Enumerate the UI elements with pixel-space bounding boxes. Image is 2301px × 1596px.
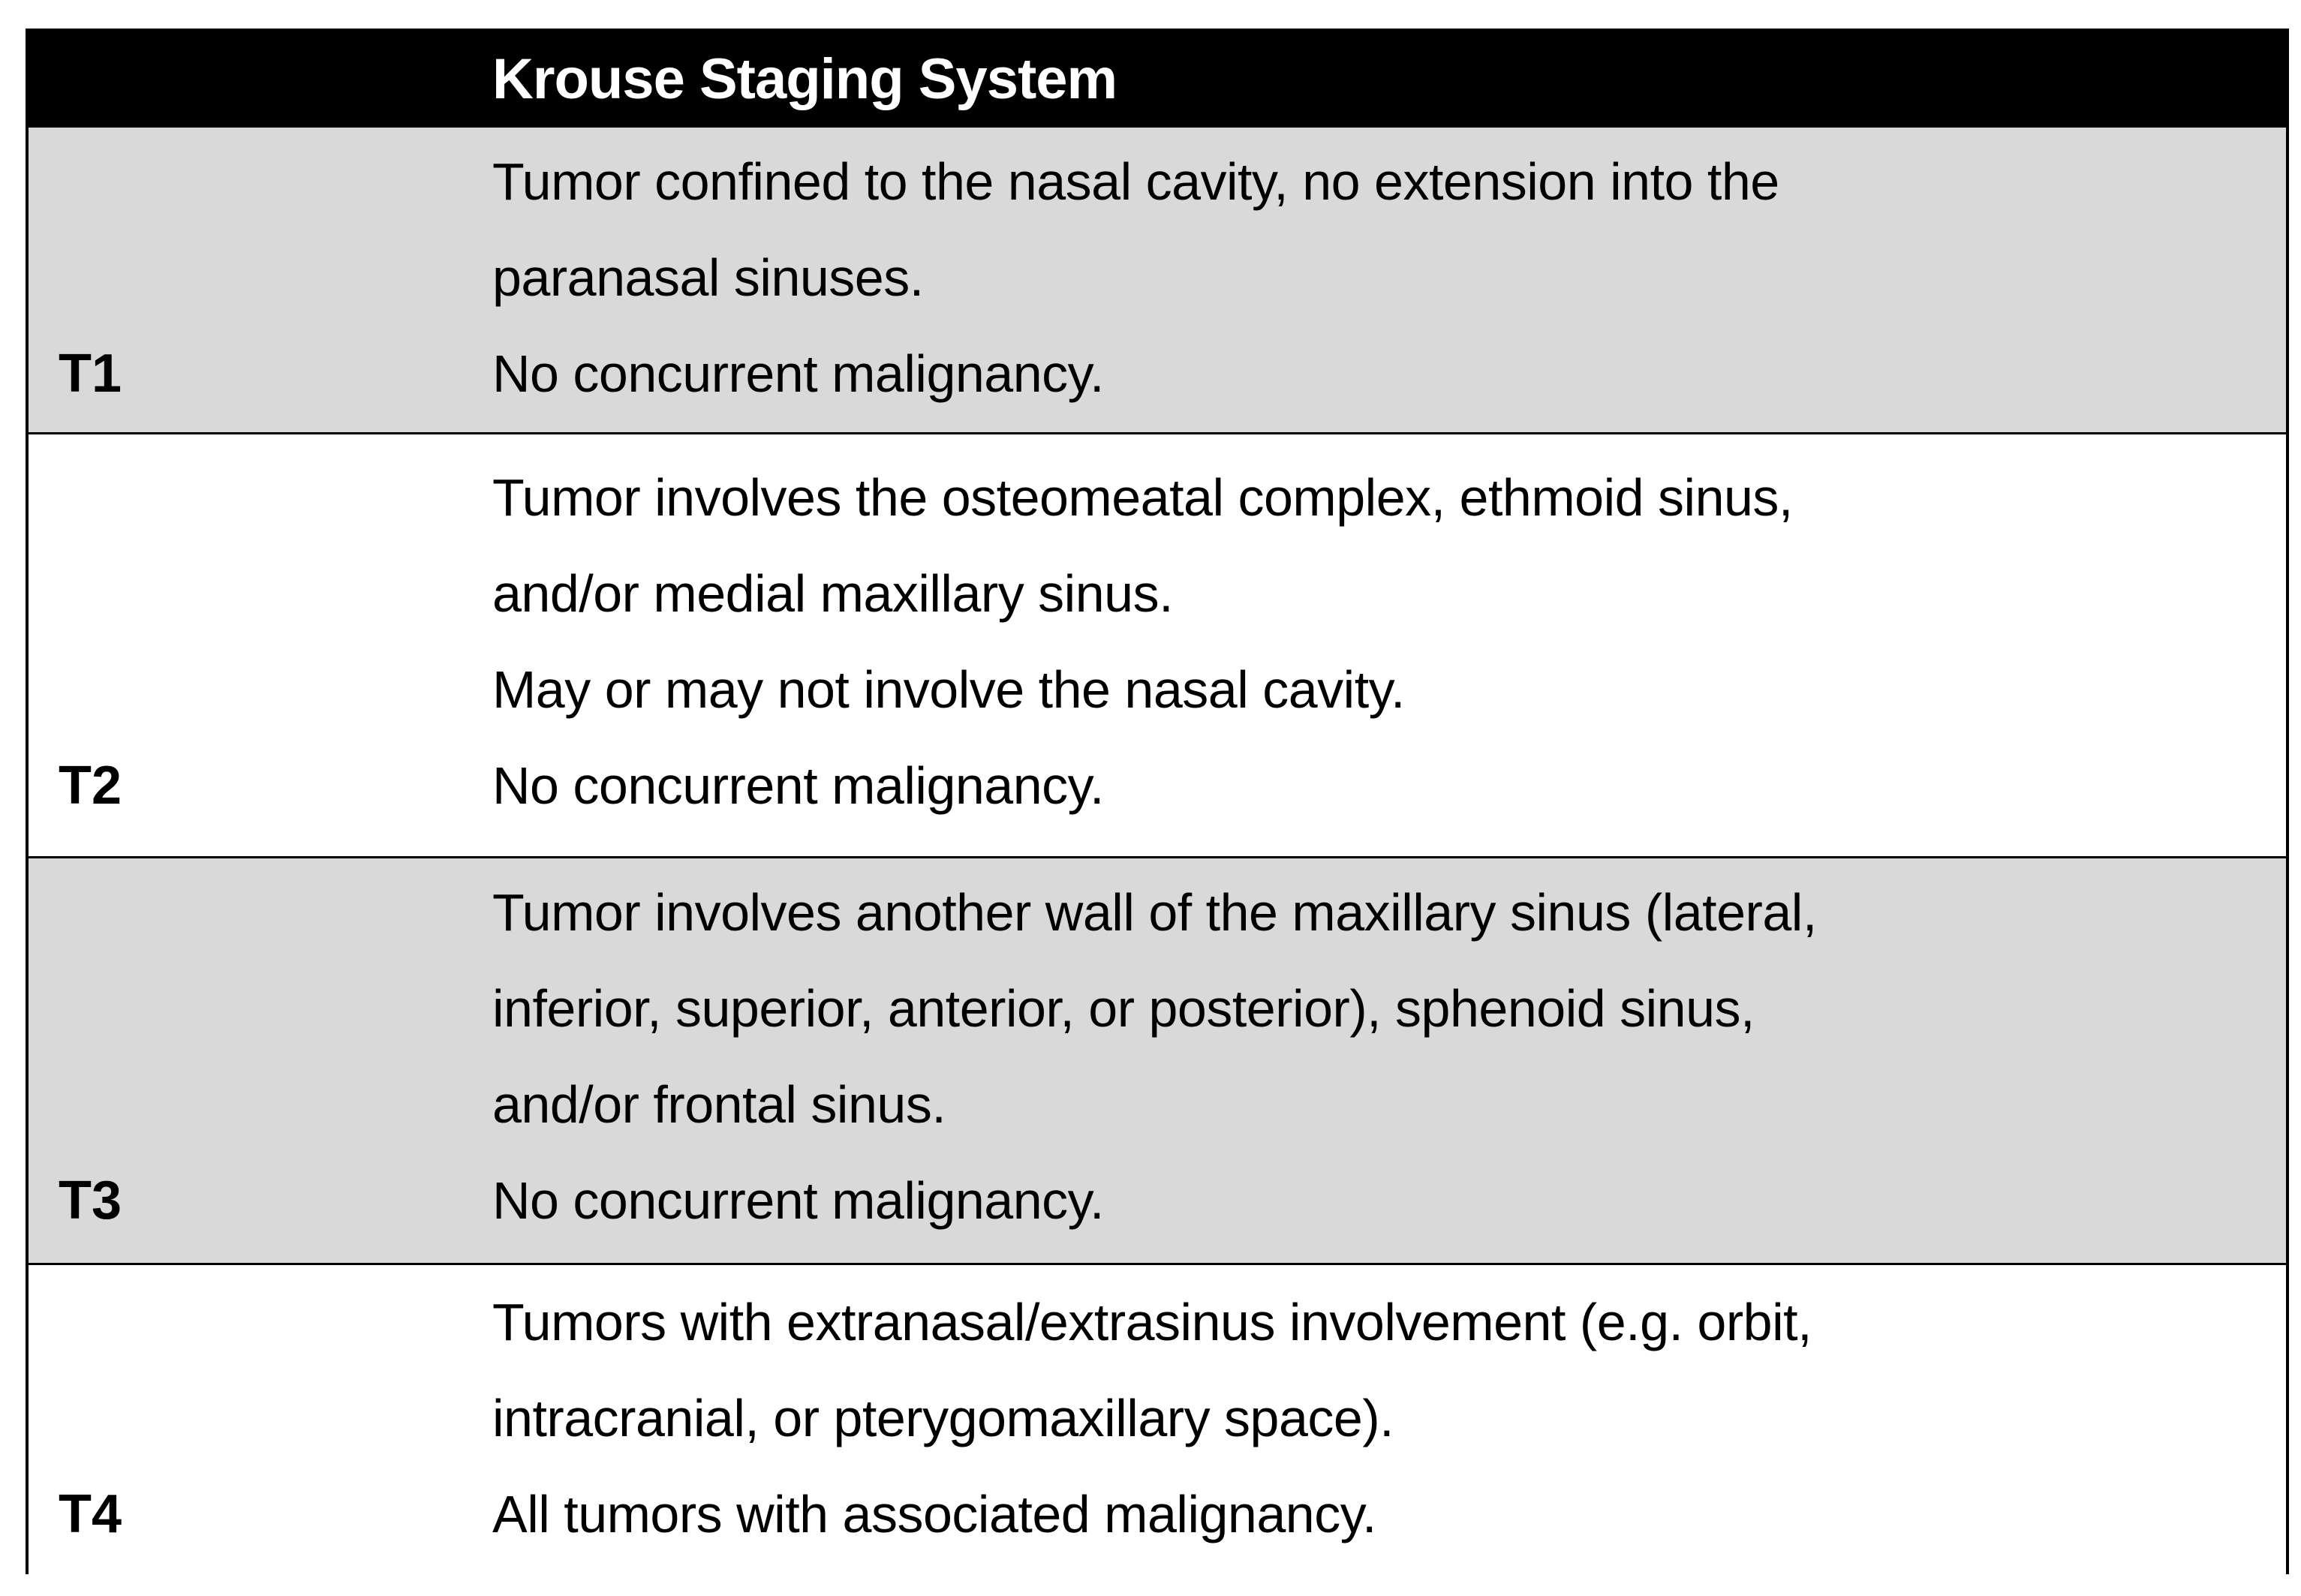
table-row xyxy=(29,434,2286,857)
stage-description xyxy=(492,864,2263,1249)
description-line: inferior, superior, anterior, or posterior), sphenoid sinus, xyxy=(492,979,1755,1038)
staging-table xyxy=(26,29,2289,1574)
description-line: paranasal sinuses. xyxy=(492,248,924,307)
description-line: Tumor involves another wall of the maxillary sinus (lateral, xyxy=(492,883,1817,942)
table-row xyxy=(29,858,2286,1264)
stage-label: T3 xyxy=(59,1171,122,1231)
description-line: and/or medial maxillary sinus. xyxy=(492,564,1174,623)
stage-description xyxy=(492,1274,2263,1562)
description-line: and/or frontal sinus. xyxy=(492,1075,946,1134)
table-row xyxy=(29,1265,2286,1574)
stage-label: T1 xyxy=(59,344,122,404)
description-line: Tumors with extranasal/extrasinus involvement (e.g. orbit, xyxy=(492,1293,1812,1351)
stage-label: T4 xyxy=(59,1484,122,1544)
description-line: Tumor involves the osteomeatal complex, ethmoid sinus, xyxy=(492,468,1793,527)
description-line: May or may not involve the nasal cavity. xyxy=(492,660,1405,719)
stage-description xyxy=(492,134,2263,422)
description-line: No concurrent malignancy. xyxy=(492,344,1104,403)
description-line: intracranial, or pterygomaxillary space). xyxy=(492,1389,1394,1447)
stage-description xyxy=(492,449,2263,834)
stage-label: T2 xyxy=(59,756,122,816)
description-line: No concurrent malignancy. xyxy=(492,756,1104,815)
description-line: No concurrent malignancy. xyxy=(492,1171,1104,1230)
description-line: Tumor confined to the nasal cavity, no extension into the xyxy=(492,152,1779,211)
table-row xyxy=(29,128,2286,434)
description-line: All tumors with associated malignancy. xyxy=(492,1485,1376,1543)
table-header xyxy=(29,32,2286,128)
table-title: Krouse Staging System xyxy=(492,47,1117,111)
